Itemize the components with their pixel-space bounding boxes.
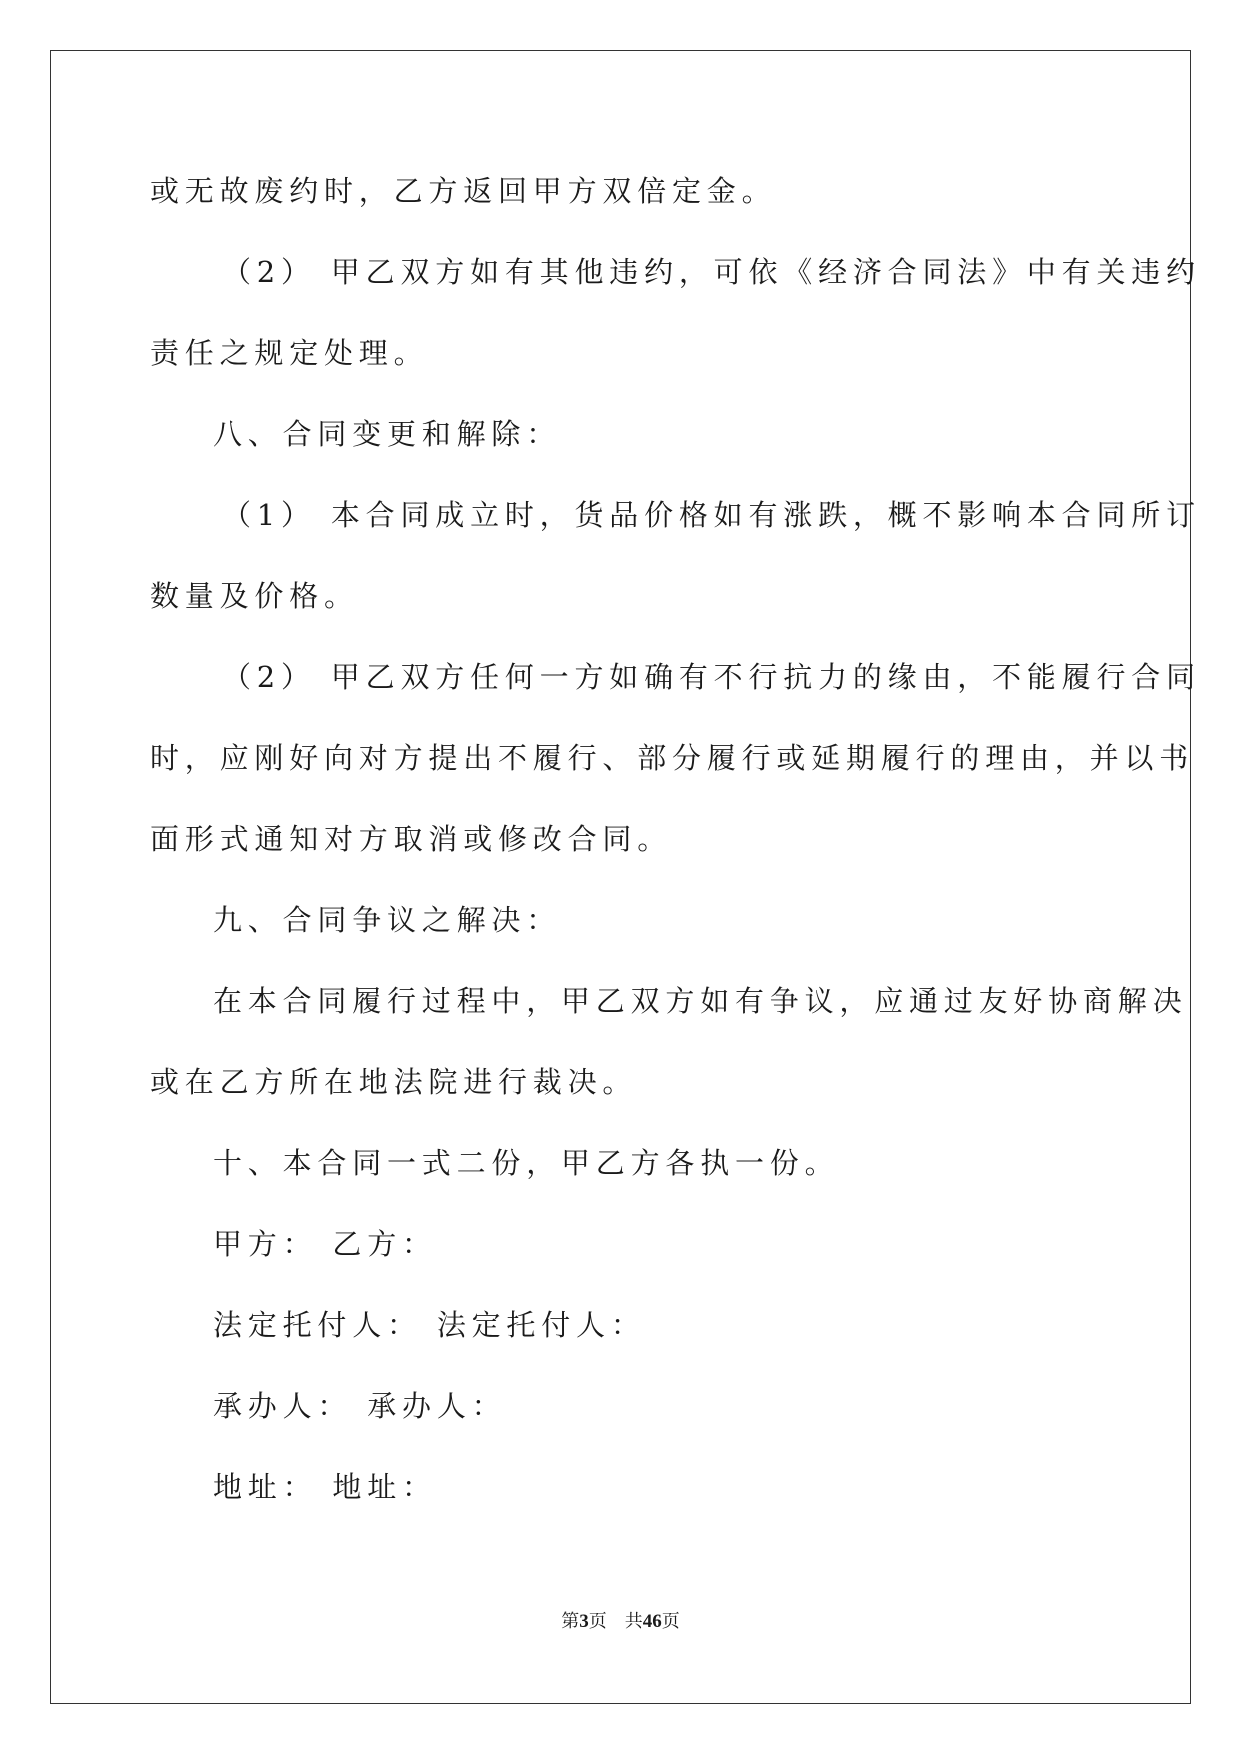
signature-party-line: 甲方： 乙方： (213, 1227, 437, 1261)
text-line-5: （1） 本合同成立时，货品价格如有涨跌，概不影响本合同所订 (222, 498, 1201, 532)
text-line-2: （2） 甲乙双方如有其他违约，可依《经济合同法》中有关违约 (222, 255, 1201, 289)
text-line-11: 在本合同履行过程中，甲乙双方如有争议，应通过友好协商解决 (213, 984, 1188, 1018)
text-line-1: 或无故废约时，乙方返回甲方双倍定金。 (150, 174, 777, 208)
footer-total-prefix: 共 (624, 1611, 643, 1632)
page-frame (50, 50, 1191, 1704)
signature-handler-line: 承办人： 承办人： (213, 1389, 507, 1423)
section-heading-10: 十、本合同一式二份，甲乙方各执一份。 (213, 1146, 840, 1180)
footer-total-suffix: 页 (661, 1611, 680, 1632)
section-heading-9: 九、合同争议之解决： (213, 903, 562, 937)
text-line-3: 责任之规定处理。 (150, 336, 429, 370)
signature-address-line: 地址： 地址： (213, 1470, 437, 1504)
footer-prefix: 第 (561, 1611, 580, 1632)
text-line-7: （2） 甲乙双方任何一方如确有不行抗力的缘由，不能履行合同 (222, 660, 1201, 694)
signature-representative-line: 法定托付人： 法定托付人： (213, 1308, 646, 1342)
text-line-8: 时，应刚好向对方提出不履行、部分履行或延期履行的理由，并以书 (150, 741, 1195, 775)
footer-page-suffix: 页 (588, 1611, 607, 1632)
total-page-count: 46 (642, 1611, 662, 1632)
text-line-9: 面形式通知对方取消或修改合同。 (150, 822, 673, 856)
page-footer (0, 1610, 1241, 1634)
text-line-6: 数量及价格。 (150, 579, 359, 613)
section-heading-8: 八、合同变更和解除： (213, 417, 562, 451)
text-line-12: 或在乙方所在地法院进行裁决。 (150, 1065, 638, 1099)
current-page-number: 3 (579, 1611, 589, 1632)
